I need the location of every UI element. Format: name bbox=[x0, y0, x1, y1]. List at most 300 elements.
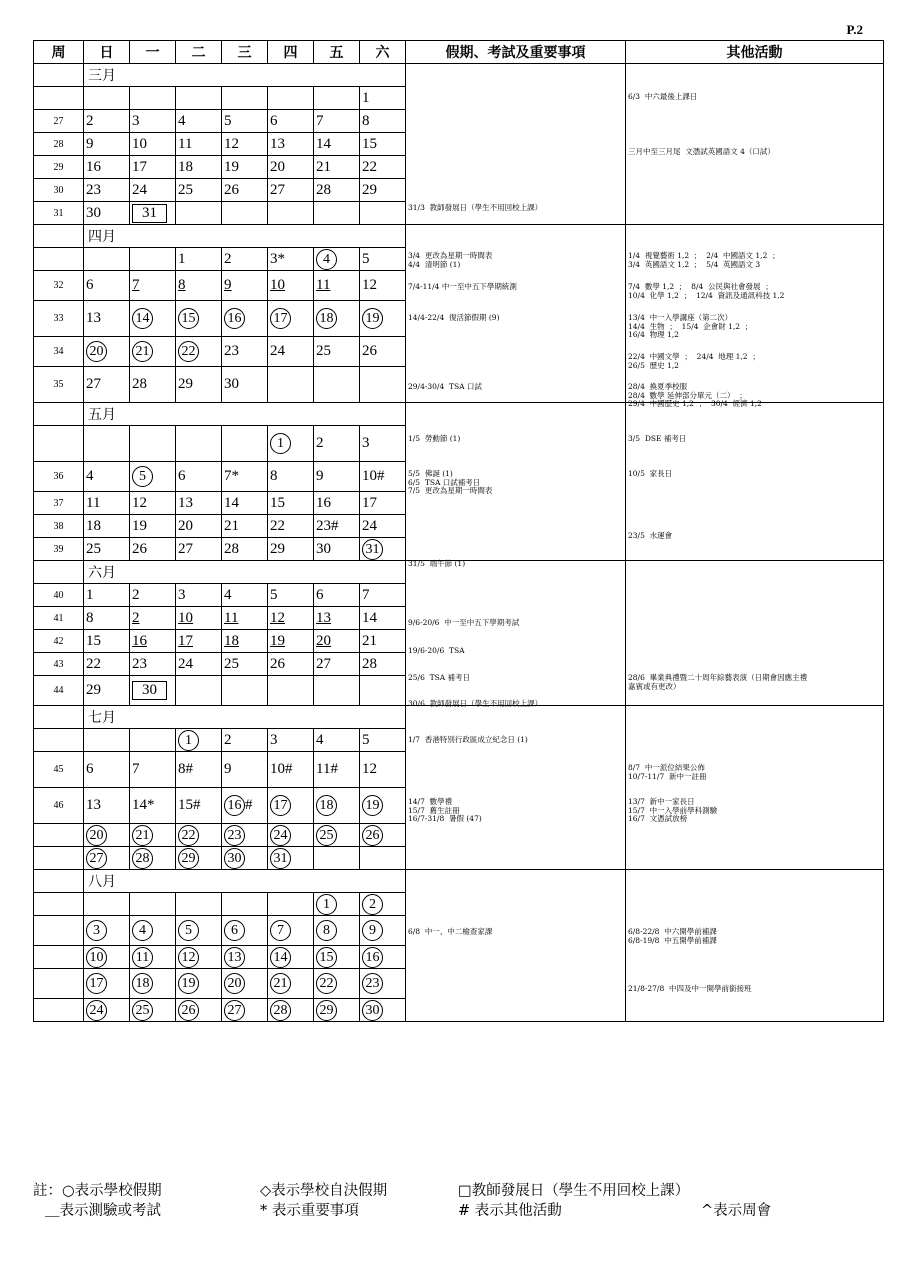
day-number: 4 bbox=[178, 112, 186, 129]
week-number-cell bbox=[34, 403, 84, 426]
day-cell-sun bbox=[84, 515, 130, 538]
day-number: 12 bbox=[132, 494, 147, 511]
activity-note: 13/7 新中一家長日 15/7 中一入學前學科測驗 16/7 文憑試放榜 bbox=[628, 797, 718, 823]
day-cell-tue bbox=[176, 847, 222, 870]
day-cell-sun bbox=[84, 788, 130, 824]
day-cell-sun bbox=[84, 893, 130, 916]
week-number-cell bbox=[34, 893, 84, 916]
legend bbox=[33, 1181, 883, 1221]
day-cell-sat bbox=[360, 462, 406, 492]
day-number: 27 bbox=[270, 181, 285, 198]
week-number-cell: 37 bbox=[34, 492, 84, 515]
day-number: 20 bbox=[270, 158, 285, 175]
day-number: 27 bbox=[86, 850, 107, 866]
day-number: 12 bbox=[270, 609, 285, 626]
day-cell-thu bbox=[268, 110, 314, 133]
day-cell-mon bbox=[130, 752, 176, 788]
day-cell-sun bbox=[84, 248, 130, 271]
day-cell-wed bbox=[222, 946, 268, 969]
day-cell-thu bbox=[268, 847, 314, 870]
legend-holiday: 註：○表示學校假期 bbox=[33, 1183, 162, 1199]
week-number-cell: 39 bbox=[34, 538, 84, 561]
day-cell-sat bbox=[360, 584, 406, 607]
event-note: 1/7 香港特別行政區成立紀念日 (1) bbox=[408, 735, 528, 744]
day-number: 3 bbox=[270, 731, 278, 748]
calendar-body bbox=[34, 64, 884, 1022]
day-cell-wed bbox=[222, 337, 268, 367]
day-number: 17 bbox=[178, 632, 193, 649]
day-cell-fri bbox=[314, 337, 360, 367]
activity-note: 三月中至三月尾 文憑試英國語文 4（口試） bbox=[628, 147, 775, 156]
day-cell-fri bbox=[314, 156, 360, 179]
day-number: 29 bbox=[362, 181, 377, 198]
header-row bbox=[34, 41, 884, 64]
month-header-row bbox=[34, 561, 884, 584]
event-note: 6/8 中一、中二檢查家課 bbox=[408, 927, 493, 936]
day-number: 24 bbox=[270, 343, 285, 359]
day-cell-sat bbox=[360, 847, 406, 870]
day-cell-mon bbox=[130, 788, 176, 824]
day-number: 18 bbox=[178, 158, 193, 175]
day-cell-sat bbox=[360, 87, 406, 110]
day-cell-fri bbox=[314, 969, 360, 999]
week-number-cell: 33 bbox=[34, 301, 84, 337]
day-number: 21 bbox=[132, 827, 153, 843]
week-number-cell bbox=[34, 824, 84, 847]
other-activities-cell bbox=[626, 706, 884, 870]
day-number: 28 bbox=[132, 376, 147, 392]
day-number: 3 bbox=[86, 922, 107, 938]
day-cell-sat bbox=[360, 630, 406, 653]
day-number: 25 bbox=[178, 181, 193, 198]
day-cell-tue bbox=[176, 729, 222, 752]
month-label: 六月 bbox=[84, 561, 406, 584]
day-cell-fri bbox=[314, 367, 360, 403]
day-cell-thu bbox=[268, 946, 314, 969]
legend-school-holiday: ◇表示學校自決假期 bbox=[260, 1183, 388, 1199]
day-number: 27 bbox=[86, 376, 101, 392]
day-cell-fri bbox=[314, 729, 360, 752]
day-number: 31 bbox=[362, 541, 383, 557]
day-cell-sun bbox=[84, 271, 130, 301]
activity-note: 8/7 中一派位結果公佈 10/7-11/7 新中一註冊 bbox=[628, 763, 707, 781]
day-cell-sat bbox=[360, 426, 406, 462]
day-number: 14 bbox=[132, 310, 153, 326]
week-number-cell bbox=[34, 561, 84, 584]
day-number: 9 bbox=[86, 135, 94, 152]
day-cell-sun bbox=[84, 607, 130, 630]
activity-note: 7/4 數學 1,2 ； 8/4 公民與社會發展 ； 10/4 化學 1,2 ； 12/4 資訊及通訊科技 1,2 bbox=[628, 282, 785, 300]
day-cell-tue bbox=[176, 337, 222, 367]
activity-note: 6/8-22/8 中六開學前補課 6/8-19/8 中五開學前補課 bbox=[628, 927, 717, 945]
week-number-cell bbox=[34, 706, 84, 729]
day-cell-thu bbox=[268, 156, 314, 179]
day-cell-wed bbox=[222, 179, 268, 202]
day-number: 23# bbox=[316, 517, 339, 534]
day-number: 1 bbox=[362, 89, 370, 106]
week-number-cell: 41 bbox=[34, 607, 84, 630]
day-cell-sun bbox=[84, 824, 130, 847]
day-number: 29 bbox=[178, 376, 193, 392]
day-cell-wed bbox=[222, 729, 268, 752]
day-cell-wed bbox=[222, 367, 268, 403]
day-cell-tue bbox=[176, 630, 222, 653]
day-number: 23 bbox=[224, 827, 245, 843]
day-number: 27 bbox=[224, 1002, 245, 1018]
day-cell-wed bbox=[222, 271, 268, 301]
activity-note: 10/5 家長日 bbox=[628, 469, 673, 478]
day-number: 25 bbox=[316, 827, 337, 843]
day-cell-tue bbox=[176, 893, 222, 916]
day-cell-fri bbox=[314, 133, 360, 156]
day-number: 14 bbox=[362, 609, 377, 626]
day-cell-sun bbox=[84, 462, 130, 492]
page-number: P.2 bbox=[846, 22, 863, 37]
week-number-cell bbox=[34, 969, 84, 999]
day-cell-sat bbox=[360, 916, 406, 946]
header-other-activities: 其他活動 bbox=[626, 41, 884, 64]
day-number: 19 bbox=[178, 975, 199, 991]
day-cell-thu bbox=[268, 584, 314, 607]
week-number-cell bbox=[34, 87, 84, 110]
day-cell-mon bbox=[130, 87, 176, 110]
day-cell-sat bbox=[360, 133, 406, 156]
legend-other-activity: # 表示其他活動 bbox=[458, 1203, 562, 1219]
day-number: 5 bbox=[362, 250, 370, 267]
activity-note: 21/8-27/8 中四及中一開學前銜接班 bbox=[628, 984, 752, 993]
activity-note: 23/5 水運會 bbox=[628, 531, 673, 540]
event-note: 14/4-22/4 復活節假期 (9) bbox=[408, 313, 500, 322]
day-number: 5 bbox=[178, 922, 199, 938]
day-number: 16 bbox=[132, 632, 147, 649]
day-number: 13 bbox=[316, 609, 331, 626]
day-cell-thu bbox=[268, 426, 314, 462]
day-number: 26 bbox=[362, 827, 383, 843]
week-number-cell: 30 bbox=[34, 179, 84, 202]
day-number: 11 bbox=[224, 609, 239, 626]
day-number: 18 bbox=[86, 517, 101, 534]
day-cell-mon bbox=[130, 946, 176, 969]
day-cell-sat bbox=[360, 752, 406, 788]
event-note: 9/6-20/6 中一至中五下學期考試 bbox=[408, 618, 520, 627]
day-number: 5 bbox=[362, 731, 370, 748]
day-cell-wed bbox=[222, 133, 268, 156]
day-cell-thu bbox=[268, 752, 314, 788]
week-number-cell bbox=[34, 999, 84, 1022]
day-cell-tue bbox=[176, 653, 222, 676]
legend-staff-dev-day: □教師發展日（學生不用回校上課） bbox=[458, 1183, 690, 1199]
day-number: 28 bbox=[132, 850, 153, 866]
day-number: 29 bbox=[86, 682, 101, 698]
day-number: 13 bbox=[224, 949, 245, 965]
day-cell-sat bbox=[360, 492, 406, 515]
day-cell-tue bbox=[176, 676, 222, 706]
day-number: 13 bbox=[86, 797, 101, 813]
school-calendar-table bbox=[33, 40, 884, 1022]
day-number: 4 bbox=[86, 468, 94, 484]
day-number: 10 bbox=[270, 277, 285, 293]
day-cell-wed bbox=[222, 515, 268, 538]
day-cell-tue bbox=[176, 110, 222, 133]
day-cell-thu bbox=[268, 893, 314, 916]
day-cell-thu bbox=[268, 462, 314, 492]
day-cell-sun bbox=[84, 729, 130, 752]
day-cell-sat bbox=[360, 367, 406, 403]
activity-note: 3/5 DSE 補考日 bbox=[628, 434, 687, 443]
day-cell-tue bbox=[176, 607, 222, 630]
day-cell-fri bbox=[314, 607, 360, 630]
day-cell-sun bbox=[84, 847, 130, 870]
day-cell-tue bbox=[176, 179, 222, 202]
events-cell bbox=[406, 403, 626, 568]
day-cell-mon bbox=[130, 824, 176, 847]
day-cell-mon bbox=[130, 653, 176, 676]
day-number: 15 bbox=[316, 949, 337, 965]
month-label: 七月 bbox=[84, 706, 406, 729]
day-cell-sat bbox=[360, 202, 406, 225]
day-cell-mon bbox=[130, 999, 176, 1022]
event-note: 19/6-20/6 TSA bbox=[408, 646, 465, 655]
day-cell-tue bbox=[176, 515, 222, 538]
events-cell bbox=[406, 706, 626, 870]
week-number-cell: 36 bbox=[34, 462, 84, 492]
day-number: 17 bbox=[362, 494, 377, 511]
day-number: 11 bbox=[178, 135, 193, 152]
day-number: 15 bbox=[86, 632, 101, 649]
activity-note: 13/4 中一入學講座（第二次） 14/4 生物 ； 15/4 企會財 1,2 ； 16/4 物理 1,2 bbox=[628, 313, 753, 339]
month-header-row bbox=[34, 706, 884, 729]
event-note: 7/4-11/4 中一至中五下學期統測 bbox=[408, 282, 517, 291]
day-number: 22 bbox=[316, 975, 337, 991]
day-cell-wed bbox=[222, 202, 268, 225]
day-cell-mon bbox=[130, 607, 176, 630]
event-note: 31/5 端午節 (1) bbox=[408, 559, 466, 568]
week-number-cell bbox=[34, 870, 84, 893]
day-cell-tue bbox=[176, 301, 222, 337]
day-cell-mon bbox=[130, 156, 176, 179]
day-cell-thu bbox=[268, 87, 314, 110]
day-cell-wed bbox=[222, 676, 268, 706]
header-week: 周 bbox=[34, 41, 84, 64]
day-cell-mon bbox=[130, 538, 176, 561]
day-number: 20 bbox=[316, 632, 331, 649]
day-number: 23 bbox=[132, 655, 147, 672]
day-cell-tue bbox=[176, 202, 222, 225]
day-cell-sat bbox=[360, 893, 406, 916]
day-cell-tue bbox=[176, 824, 222, 847]
week-number-cell: 42 bbox=[34, 630, 84, 653]
day-cell-sat bbox=[360, 538, 406, 561]
day-cell-mon bbox=[130, 248, 176, 271]
legend-row-2 bbox=[33, 1201, 883, 1221]
day-number: 26 bbox=[362, 343, 377, 359]
month-label: 八月 bbox=[84, 870, 406, 893]
day-number: 25 bbox=[86, 540, 101, 557]
day-cell-fri bbox=[314, 752, 360, 788]
day-number: 18 bbox=[132, 975, 153, 991]
day-number: 19 bbox=[224, 158, 239, 175]
day-cell-mon bbox=[130, 426, 176, 462]
day-cell-mon bbox=[130, 847, 176, 870]
day-number: 10 bbox=[86, 949, 107, 965]
day-cell-fri bbox=[314, 653, 360, 676]
day-number: 20 bbox=[178, 517, 193, 534]
day-number: 23 bbox=[362, 975, 383, 991]
activity-note: 6/3 中六最後上課日 bbox=[628, 92, 698, 101]
day-cell-wed bbox=[222, 999, 268, 1022]
day-cell-tue bbox=[176, 462, 222, 492]
month-label: 四月 bbox=[84, 225, 406, 248]
legend-assembly: ^表示周會 bbox=[701, 1203, 772, 1219]
day-cell-tue bbox=[176, 248, 222, 271]
day-cell-mon bbox=[130, 337, 176, 367]
day-number: 21 bbox=[362, 632, 377, 649]
day-number: 21 bbox=[270, 975, 291, 991]
week-number-cell bbox=[34, 946, 84, 969]
week-number-cell: 28 bbox=[34, 133, 84, 156]
day-cell-thu bbox=[268, 301, 314, 337]
day-cell-wed bbox=[222, 607, 268, 630]
week-number-cell bbox=[34, 64, 84, 87]
day-number: 29 bbox=[270, 540, 285, 557]
day-number: 12 bbox=[178, 949, 199, 965]
week-number-cell: 35 bbox=[34, 367, 84, 403]
day-number: 30 bbox=[224, 850, 245, 866]
week-number-cell: 34 bbox=[34, 337, 84, 367]
month-label: 三月 bbox=[84, 64, 406, 87]
day-cell-thu bbox=[268, 999, 314, 1022]
week-number-cell: 27 bbox=[34, 110, 84, 133]
header-sat: 六 bbox=[360, 41, 406, 64]
day-number: 29 bbox=[316, 1002, 337, 1018]
day-cell-thu bbox=[268, 337, 314, 367]
day-cell-wed bbox=[222, 462, 268, 492]
day-cell-tue bbox=[176, 538, 222, 561]
day-cell-fri bbox=[314, 179, 360, 202]
day-cell-tue bbox=[176, 752, 222, 788]
day-cell-sun bbox=[84, 916, 130, 946]
day-cell-thu bbox=[268, 607, 314, 630]
day-number: 23 bbox=[224, 343, 239, 359]
week-number-cell: 40 bbox=[34, 584, 84, 607]
day-number: 16 bbox=[362, 949, 383, 965]
day-number: 2 bbox=[224, 250, 232, 267]
day-cell-sat bbox=[360, 179, 406, 202]
day-cell-tue bbox=[176, 999, 222, 1022]
week-number-cell bbox=[34, 916, 84, 946]
day-number: 26 bbox=[132, 540, 147, 557]
day-number: 15 bbox=[270, 494, 285, 511]
day-cell-mon bbox=[130, 515, 176, 538]
day-cell-sat bbox=[360, 946, 406, 969]
day-cell-sun bbox=[84, 367, 130, 403]
day-cell-thu bbox=[268, 653, 314, 676]
day-number: 9 bbox=[362, 922, 383, 938]
day-number: 17 bbox=[270, 797, 291, 813]
day-cell-tue bbox=[176, 87, 222, 110]
event-note: 31/3 教師發展日（學生不用回校上課） bbox=[408, 203, 543, 212]
day-number: 5 bbox=[224, 112, 232, 129]
day-cell-sat bbox=[360, 788, 406, 824]
month-header-row bbox=[34, 403, 884, 426]
day-cell-wed bbox=[222, 110, 268, 133]
day-number: 6 bbox=[316, 586, 324, 603]
day-cell-fri bbox=[314, 999, 360, 1022]
day-cell-mon bbox=[130, 179, 176, 202]
day-cell-sun bbox=[84, 87, 130, 110]
day-number: 13 bbox=[270, 135, 285, 152]
day-cell-tue bbox=[176, 946, 222, 969]
day-cell-sun bbox=[84, 999, 130, 1022]
day-cell-fri bbox=[314, 301, 360, 337]
day-cell-sun bbox=[84, 110, 130, 133]
day-cell-fri bbox=[314, 788, 360, 824]
event-note: 1/5 勞動節 (1) bbox=[408, 434, 461, 443]
activity-note: 28/4 換夏季校服 28/4 數學 延伸部分單元（二） ； 29/4 中國歷史 1,2 ； 30/4 經濟 1,2 bbox=[628, 382, 762, 408]
day-number: 9 bbox=[224, 761, 232, 777]
day-cell-tue bbox=[176, 969, 222, 999]
day-cell-sun bbox=[84, 653, 130, 676]
day-cell-mon bbox=[130, 492, 176, 515]
week-number-cell bbox=[34, 426, 84, 462]
day-cell-sat bbox=[360, 653, 406, 676]
day-cell-sun bbox=[84, 133, 130, 156]
day-number: 1 bbox=[316, 896, 337, 912]
week-number-cell: 29 bbox=[34, 156, 84, 179]
week-number-cell: 43 bbox=[34, 653, 84, 676]
day-number: 6 bbox=[178, 468, 186, 484]
day-cell-thu bbox=[268, 788, 314, 824]
day-number: 27 bbox=[316, 655, 331, 672]
day-cell-fri bbox=[314, 847, 360, 870]
day-cell-thu bbox=[268, 202, 314, 225]
day-cell-tue bbox=[176, 916, 222, 946]
day-number: 16 # bbox=[224, 797, 253, 813]
day-number: 24 bbox=[178, 655, 193, 672]
day-cell-wed bbox=[222, 788, 268, 824]
day-cell-tue bbox=[176, 426, 222, 462]
events-cell bbox=[406, 561, 626, 706]
day-cell-mon bbox=[130, 916, 176, 946]
other-activities-cell bbox=[626, 870, 884, 1022]
day-number: 7 bbox=[362, 586, 370, 603]
day-number: 19 bbox=[362, 310, 383, 326]
day-cell-fri bbox=[314, 676, 360, 706]
day-cell-fri bbox=[314, 893, 360, 916]
day-cell-mon bbox=[130, 584, 176, 607]
day-cell-sat bbox=[360, 999, 406, 1022]
legend-important: * 表示重要事項 bbox=[260, 1203, 359, 1219]
day-cell-fri bbox=[314, 426, 360, 462]
other-activities-cell bbox=[626, 225, 884, 408]
header-sun: 日 bbox=[84, 41, 130, 64]
week-number-cell bbox=[34, 225, 84, 248]
day-number: 2 bbox=[224, 731, 232, 748]
month-header-row bbox=[34, 64, 884, 87]
day-number: 14 bbox=[224, 494, 239, 511]
day-number: 9 bbox=[316, 468, 324, 484]
day-cell-sun bbox=[84, 492, 130, 515]
day-number: 15 bbox=[362, 135, 377, 152]
day-cell-mon bbox=[130, 301, 176, 337]
day-number: 4 bbox=[316, 251, 337, 267]
events-cell bbox=[406, 870, 626, 1022]
week-number-cell bbox=[34, 847, 84, 870]
other-activities-cell bbox=[626, 561, 884, 706]
day-cell-sun bbox=[84, 584, 130, 607]
day-number: 30 bbox=[86, 204, 101, 221]
day-cell-sun bbox=[84, 202, 130, 225]
